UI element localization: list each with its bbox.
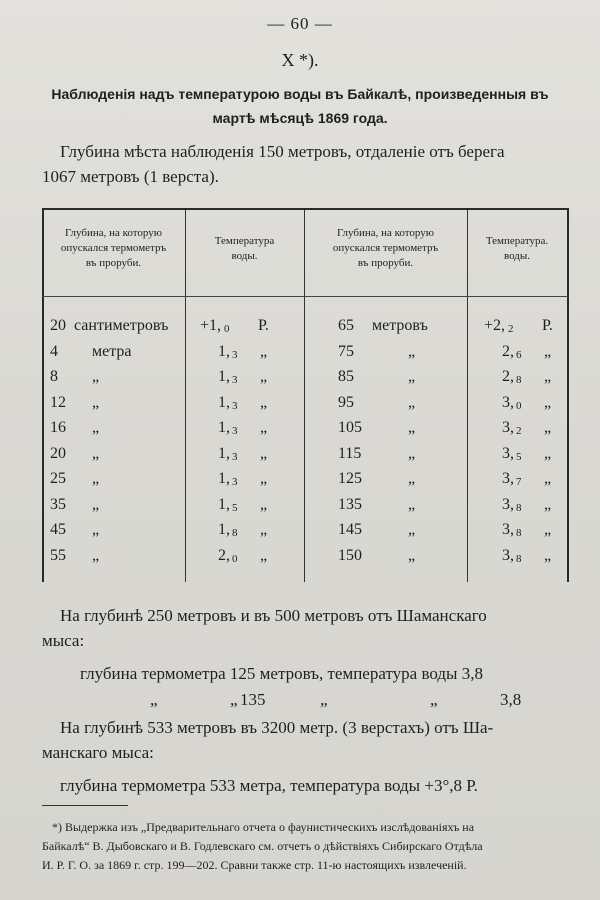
temperature-decimal: 6 — [516, 348, 522, 361]
heading-line-2: мартѣ мѣсяцѣ 1869 года. — [212, 110, 388, 126]
section-number: X *). — [281, 50, 319, 70]
depth-unit: „ — [92, 444, 100, 462]
depth-value: 150 — [338, 546, 362, 564]
unit-mark: „ — [544, 368, 552, 385]
unit-mark: „ — [260, 419, 268, 436]
temperature-value: +2, — [484, 317, 506, 334]
unit-mark: „ — [544, 419, 552, 436]
unit-mark: „ — [260, 393, 268, 411]
temperature-decimal: 8 — [232, 527, 238, 539]
unit-mark: „ — [260, 470, 268, 487]
depth-unit: „ — [408, 393, 416, 411]
depth-unit: сантиметровъ — [74, 317, 169, 334]
depth-unit: „ — [408, 342, 416, 360]
column-divider-1 — [185, 210, 186, 582]
temperature-decimal: 5 — [516, 450, 522, 463]
depth-value: 145 — [338, 521, 362, 538]
header-text: въ проруби. — [85, 257, 142, 269]
header-separator — [42, 296, 569, 297]
temperature-decimal-wrap — [232, 521, 238, 539]
intro-line-2: 1067 метровъ (1 верста). — [42, 167, 219, 186]
temperature-value: 2, — [502, 368, 514, 385]
header-text: воды. — [503, 250, 531, 262]
depth-value: 135 — [240, 690, 266, 709]
temperature-decimal: 3 — [232, 348, 238, 361]
temperature-decimal-wrap — [232, 343, 238, 361]
unit-mark: „ — [544, 521, 552, 538]
temperature-decimal: 8 — [516, 501, 522, 514]
temperature-value: 3, — [502, 495, 514, 513]
temperature-value: 1, — [218, 393, 230, 411]
depth-unit: „ — [408, 495, 416, 513]
column-header-depth-right — [304, 226, 467, 271]
ditto-mark: „ — [320, 690, 328, 709]
table-border-right — [567, 210, 569, 582]
temperature-decimal-wrap — [232, 445, 238, 463]
depth-value: 20 — [50, 317, 66, 334]
temperature-decimal-wrap — [224, 317, 230, 335]
temperature-decimal: 7 — [516, 476, 522, 488]
temperature-decimal-wrap — [516, 368, 522, 386]
header-text: Глубина, на которую — [336, 227, 435, 239]
temperature-decimal-wrap — [232, 368, 238, 386]
unit-mark: „ — [260, 368, 268, 385]
unit-mark: „ — [544, 495, 552, 513]
depth-unit: „ — [92, 470, 100, 487]
depth-unit: „ — [92, 521, 100, 538]
temperature-decimal-wrap — [516, 394, 522, 412]
depth-unit: „ — [92, 495, 100, 513]
depth-unit: „ — [408, 444, 416, 462]
temperature-decimal: 8 — [516, 374, 522, 386]
temperature-value: 1, — [218, 419, 230, 436]
body-line-6: манскаго мыса: — [42, 743, 154, 762]
temperature-value: 1, — [218, 470, 230, 487]
temperature-value: 3, — [502, 546, 514, 564]
temperature-decimal-wrap — [232, 496, 238, 514]
depth-unit: „ — [92, 419, 100, 436]
unit-mark: „ — [260, 342, 268, 360]
header-text: Температура — [214, 235, 275, 247]
temperature-decimal: 0 — [232, 552, 238, 565]
depth-unit: „ — [408, 546, 416, 564]
temperature-value: 3, — [502, 444, 514, 462]
temperature-value: 3, — [502, 521, 514, 538]
depth-value: 125 — [338, 470, 362, 487]
footnote-line-3: И. Р. Г. О. за 1869 г. стр. 199—202. Сравни также стр. 11-ю настоящихъ извлеченій. — [42, 858, 467, 872]
header-text: Температура. — [485, 235, 549, 247]
temperature-decimal: 5 — [232, 501, 238, 514]
unit-mark: „ — [544, 393, 552, 411]
unit-mark: „ — [544, 342, 552, 360]
depth-unit: „ — [92, 546, 100, 564]
temperature-decimal-wrap — [516, 445, 522, 463]
depth-value: 105 — [338, 419, 362, 436]
intro-line-1: Глубина мѣста наблюденія 150 метровъ, отдаленіе отъ берега — [60, 142, 505, 161]
unit-mark: Р. — [258, 317, 269, 334]
temperature-value: 1, — [218, 368, 230, 385]
temperature-decimal-wrap — [232, 419, 238, 437]
depth-unit: „ — [92, 368, 100, 385]
column-header-temp-right — [467, 234, 567, 264]
depth-value: 35 — [50, 495, 66, 513]
depth-value: 85 — [338, 368, 354, 385]
temperature-decimal: 3 — [232, 399, 238, 412]
body-line-5: На глубинѣ 533 метровъ въ 3200 метр. (3 верстахъ) отъ Ша- — [60, 718, 494, 737]
depth-unit: „ — [92, 393, 100, 411]
depth-value: 16 — [50, 419, 66, 436]
column-header-temp-left — [185, 234, 304, 264]
temperature-decimal: 8 — [516, 552, 522, 565]
temperature-table — [42, 208, 569, 582]
depth-value: 12 — [50, 393, 66, 411]
depth-unit: „ — [408, 419, 416, 436]
temperature-decimal-wrap — [516, 496, 522, 514]
temperature-value: 3,8 — [500, 690, 522, 709]
temperature-decimal-wrap — [232, 470, 238, 488]
unit-mark: „ — [544, 546, 552, 564]
page-number: — 60 — — [267, 14, 333, 33]
header-text: Глубина, на которую — [64, 227, 163, 239]
depth-value: 95 — [338, 393, 354, 411]
temperature-decimal-wrap — [508, 317, 514, 335]
temperature-value: 2, — [502, 342, 514, 360]
header-text: воды. — [231, 250, 258, 262]
footnote-line-1: *) Выдержка изъ „Предварительнаго отчета о фаунистическихъ изслѣдованіяхъ на — [52, 820, 475, 834]
temperature-decimal: 0 — [224, 323, 230, 335]
unit-mark: „ — [544, 470, 552, 487]
temperature-value: 3, — [502, 419, 514, 436]
body-line-7: глубина термометра 533 метра, температура воды +3°,8 Р. — [60, 776, 478, 795]
depth-value: 25 — [50, 470, 66, 487]
depth-value: 75 — [338, 342, 354, 360]
column-header-depth-left — [42, 226, 185, 271]
depth-unit: метровъ — [372, 317, 428, 334]
header-text: въ проруби. — [357, 257, 414, 269]
temperature-decimal-wrap — [516, 521, 522, 539]
heading-line-1: Наблюденія надъ температурою воды въ Байкалѣ, произведенныя въ — [51, 86, 549, 102]
depth-value: 4 — [50, 342, 58, 360]
depth-value: 115 — [338, 444, 362, 462]
temperature-value: 1, — [218, 342, 230, 360]
ditto-mark: „ — [230, 690, 238, 709]
footnote-line-2: Байкалѣ“ В. Дыбовскаго и В. Годлевскаго см. отчетъ о дѣйствіяхъ Сибирскаго Отдѣла — [42, 839, 483, 853]
temperature-value: 1, — [218, 521, 230, 538]
unit-mark: Р. — [542, 317, 553, 334]
temperature-decimal-wrap — [232, 547, 238, 565]
temperature-decimal-wrap — [516, 470, 522, 488]
body-line-3: глубина термометра 125 метровъ, температура воды 3,8 — [80, 664, 483, 683]
temperature-value: 2, — [218, 546, 230, 564]
depth-unit: „ — [408, 470, 416, 487]
temperature-value: 3, — [502, 470, 514, 487]
depth-unit: „ — [408, 521, 416, 538]
depth-value: 45 — [50, 521, 66, 538]
ditto-mark: „ — [430, 690, 438, 709]
temperature-decimal: 2 — [508, 323, 514, 335]
header-text: опускался термометръ — [332, 242, 439, 254]
depth-value: 65 — [338, 317, 354, 334]
header-text: опускался термометръ — [60, 242, 167, 254]
depth-value: 8 — [50, 368, 58, 385]
unit-mark: „ — [260, 546, 268, 564]
ditto-mark: „ — [150, 690, 158, 709]
temperature-value: 1, — [218, 444, 230, 462]
temperature-decimal-wrap — [232, 394, 238, 412]
temperature-decimal: 3 — [232, 450, 238, 463]
unit-mark: „ — [260, 521, 268, 538]
temperature-decimal: 3 — [232, 425, 238, 437]
body-line-2: мыса: — [42, 631, 85, 650]
unit-mark: „ — [260, 444, 268, 462]
temperature-value: +1, — [200, 317, 222, 334]
depth-value: 135 — [338, 495, 362, 513]
temperature-decimal-wrap — [516, 547, 522, 565]
temperature-decimal: 2 — [516, 425, 522, 437]
temperature-value: 3, — [502, 393, 514, 411]
temperature-value: 1, — [218, 495, 230, 513]
temperature-decimal: 3 — [232, 476, 238, 488]
temperature-decimal-wrap — [516, 343, 522, 361]
depth-unit: метра — [92, 342, 132, 360]
depth-unit: „ — [408, 368, 416, 385]
depth-value: 55 — [50, 546, 66, 564]
footnote-separator — [42, 805, 128, 806]
temperature-decimal-wrap — [516, 419, 522, 437]
body-line-1: На глубинѣ 250 метровъ и въ 500 метровъ отъ Шаманскаго — [60, 606, 487, 625]
temperature-decimal: 3 — [232, 374, 238, 386]
unit-mark: „ — [544, 444, 552, 462]
temperature-decimal: 0 — [516, 399, 522, 412]
unit-mark: „ — [260, 495, 268, 513]
column-divider-3 — [467, 210, 468, 582]
temperature-decimal: 8 — [516, 527, 522, 539]
depth-value: 20 — [50, 444, 66, 462]
